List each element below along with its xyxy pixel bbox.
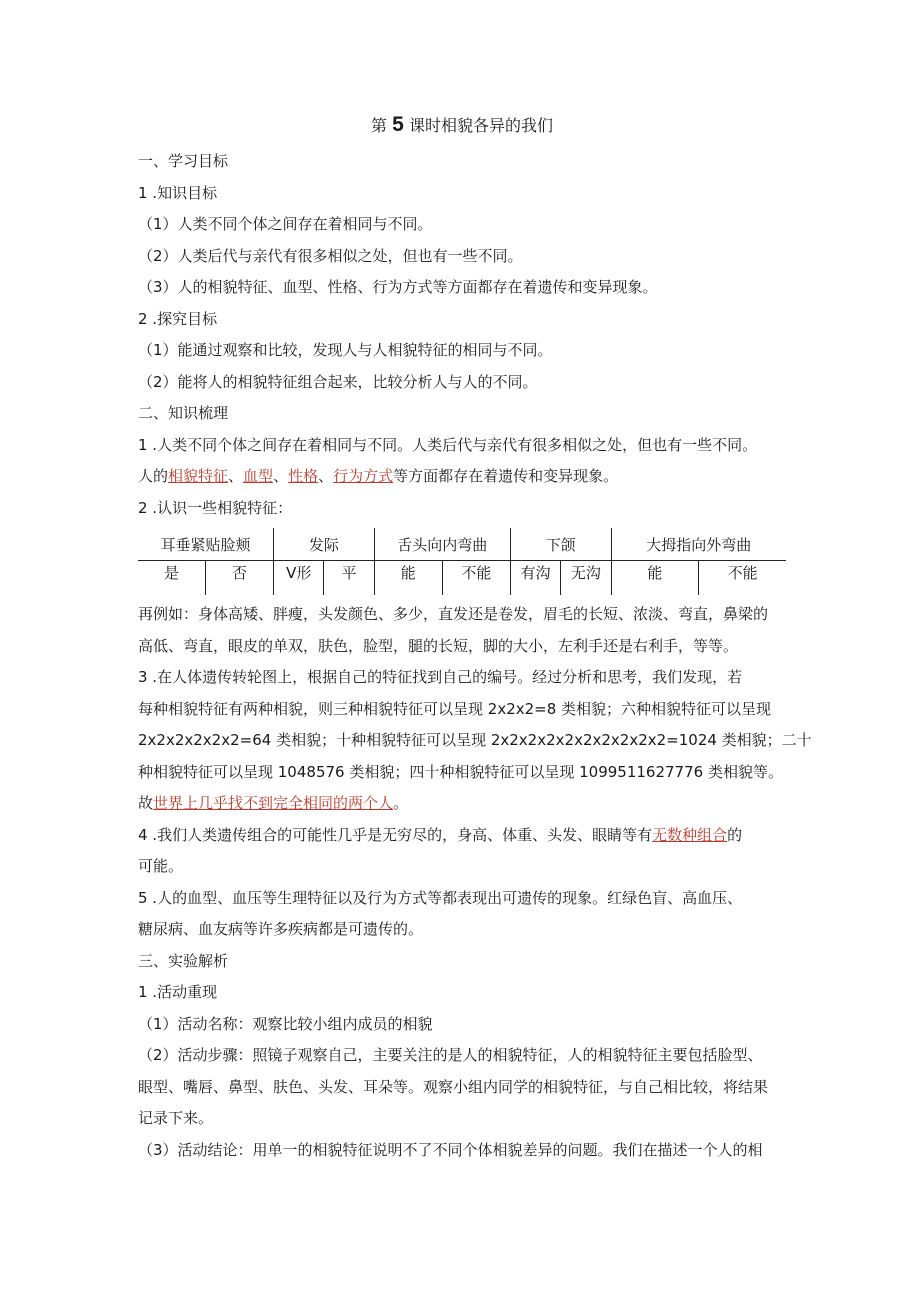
paragraph: 高低、弯直，眼皮的单双，肤色，脸型，腿的长短，脚的大小，左利手还是右利手，等等。 bbox=[138, 636, 739, 655]
subsection-heading: 1 .活动重现 bbox=[138, 983, 218, 1001]
subsection-heading: 2 .探究目标 bbox=[138, 309, 218, 328]
table-cell: 不能 bbox=[727, 564, 758, 582]
paragraph: （2）活动步骤：照镜子观察自己，主要关注的是人的相貌特征，人的相貌特征主要包括脸型、 bbox=[138, 1046, 763, 1064]
table-cell: 不能 bbox=[442, 561, 510, 596]
answer-blank: 相貌特征 bbox=[168, 467, 229, 485]
document-page bbox=[138, 108, 812, 1166]
paragraph: （2）能将人的相貌特征组合起来，比较分析人与人的不同。 bbox=[138, 372, 538, 391]
table-cell: 有沟 bbox=[510, 561, 560, 596]
table-header-row bbox=[138, 528, 786, 561]
answer-blank: 血型 bbox=[243, 467, 274, 485]
paragraph: 记录下来。 bbox=[138, 1109, 214, 1127]
paragraph: 人的相貌特征、血型、性格、行为方式等方面都存在着遗传和变异现象。 bbox=[138, 467, 619, 485]
answer-blank: 性格 bbox=[288, 467, 319, 485]
table-cell: 能 bbox=[374, 561, 442, 596]
paragraph: （3）人的相貌特征、血型、性格、行为方式等方面都存在着遗传和变异现象。 bbox=[138, 278, 658, 296]
table-cell: 能 bbox=[611, 561, 699, 596]
table-row bbox=[138, 561, 786, 596]
paragraph: 1 .人类不同个体之间存在着相同与不同。人类后代与亲代有很多相似之处，但也有一些不同。 bbox=[138, 435, 758, 454]
table-cell: 是 bbox=[138, 561, 206, 596]
table-cell: 否 bbox=[206, 561, 274, 596]
answer-blank: 世界上几乎找不到完全相同的两个人 bbox=[153, 794, 394, 812]
answer-blank: 无数种组合 bbox=[652, 825, 728, 844]
subsection-heading: 1 .知识目标 bbox=[138, 183, 218, 202]
paragraph: 每种相貌特征有两种相貌，则三种相貌特征可以呈现 2x2x2=8 类相貌；六种相貌特征可以呈现 bbox=[138, 699, 772, 718]
table-header-cell: 舌头向内弯曲 bbox=[374, 528, 510, 561]
table-header-cell: 下颌 bbox=[510, 528, 611, 561]
paragraph: 眼型、嘴唇、鼻型、肤色、头发、耳朵等。观察小组内同学的相貌特征，与自己相比较，将结果 bbox=[138, 1077, 769, 1096]
paragraph: 3 .在人体遗传转轮图上，根据自己的特征找到自己的编号。经过分析和思考，我们发现，若 bbox=[138, 668, 743, 686]
section-heading: 三、实验解析 bbox=[138, 951, 229, 970]
paragraph: （1）人类不同个体之间存在着相同与不同。 bbox=[138, 215, 433, 233]
section-heading: 一、学习目标 bbox=[138, 152, 229, 170]
paragraph: 5 .人的血型、血压等生理特征以及行为方式等都表现出可遗传的现象。红绿色盲、高血压、 bbox=[138, 888, 743, 907]
table-cell: V形 bbox=[274, 561, 324, 596]
paragraph: 种相貌特征可以呈现 1048576 类相貌；四十种相貌特征可以呈现 1099511627776 类相貌等。 bbox=[138, 762, 783, 781]
feature-table bbox=[138, 528, 786, 595]
section-heading: 二、知识梳理 bbox=[138, 404, 229, 422]
paragraph: （3）活动结论：用单一的相貌特征说明不了不同个体相貌差异的问题。我们在描述一个人的相 bbox=[138, 1140, 763, 1159]
table-cell: 无沟 bbox=[561, 561, 611, 596]
table-header-cell: 耳垂紧贴脸颊 bbox=[138, 528, 274, 561]
table-header-cell: 发际 bbox=[274, 528, 375, 561]
paragraph: 故世界上几乎找不到完全相同的两个人。 bbox=[138, 794, 409, 812]
page-title: 第 5 课时相貌各异的我们 bbox=[371, 113, 553, 136]
paragraph: 2 .认识一些相貌特征： bbox=[138, 498, 293, 517]
paragraph: （2）人类后代与亲代有很多相似之处，但也有一些不同。 bbox=[138, 246, 523, 265]
paragraph: 可能。 bbox=[138, 857, 184, 875]
paragraph: 糖尿病、血友病等许多疾病都是可遗传的。 bbox=[138, 920, 424, 938]
table-cell: 平 bbox=[324, 561, 374, 596]
paragraph: （1）能通过观察和比较，发现人与人相貌特征的相同与不同。 bbox=[138, 341, 553, 359]
paragraph: 4 .我们人类遗传组合的可能性几乎是无穷尽的，身高、体重、头发、眼睛等有无数种组合的 bbox=[138, 825, 743, 844]
answer-blank: 行为方式 bbox=[333, 467, 394, 485]
paragraph: 2x2x2x2x2x2=64 类相貌；十种相貌特征可以呈现 2x2x2x2x2x2x2x2x2x2=1024 类相貌；二十 bbox=[138, 731, 812, 749]
table-header-cell: 大拇指向外弯曲 bbox=[611, 528, 786, 561]
paragraph: （1）活动名称：观察比较小组内成员的相貌 bbox=[138, 1014, 433, 1033]
paragraph: 再例如：身体高矮、胖瘦，头发颜色、多少，直发还是卷发，眉毛的长短、浓淡、弯直，鼻梁的 bbox=[138, 605, 769, 623]
